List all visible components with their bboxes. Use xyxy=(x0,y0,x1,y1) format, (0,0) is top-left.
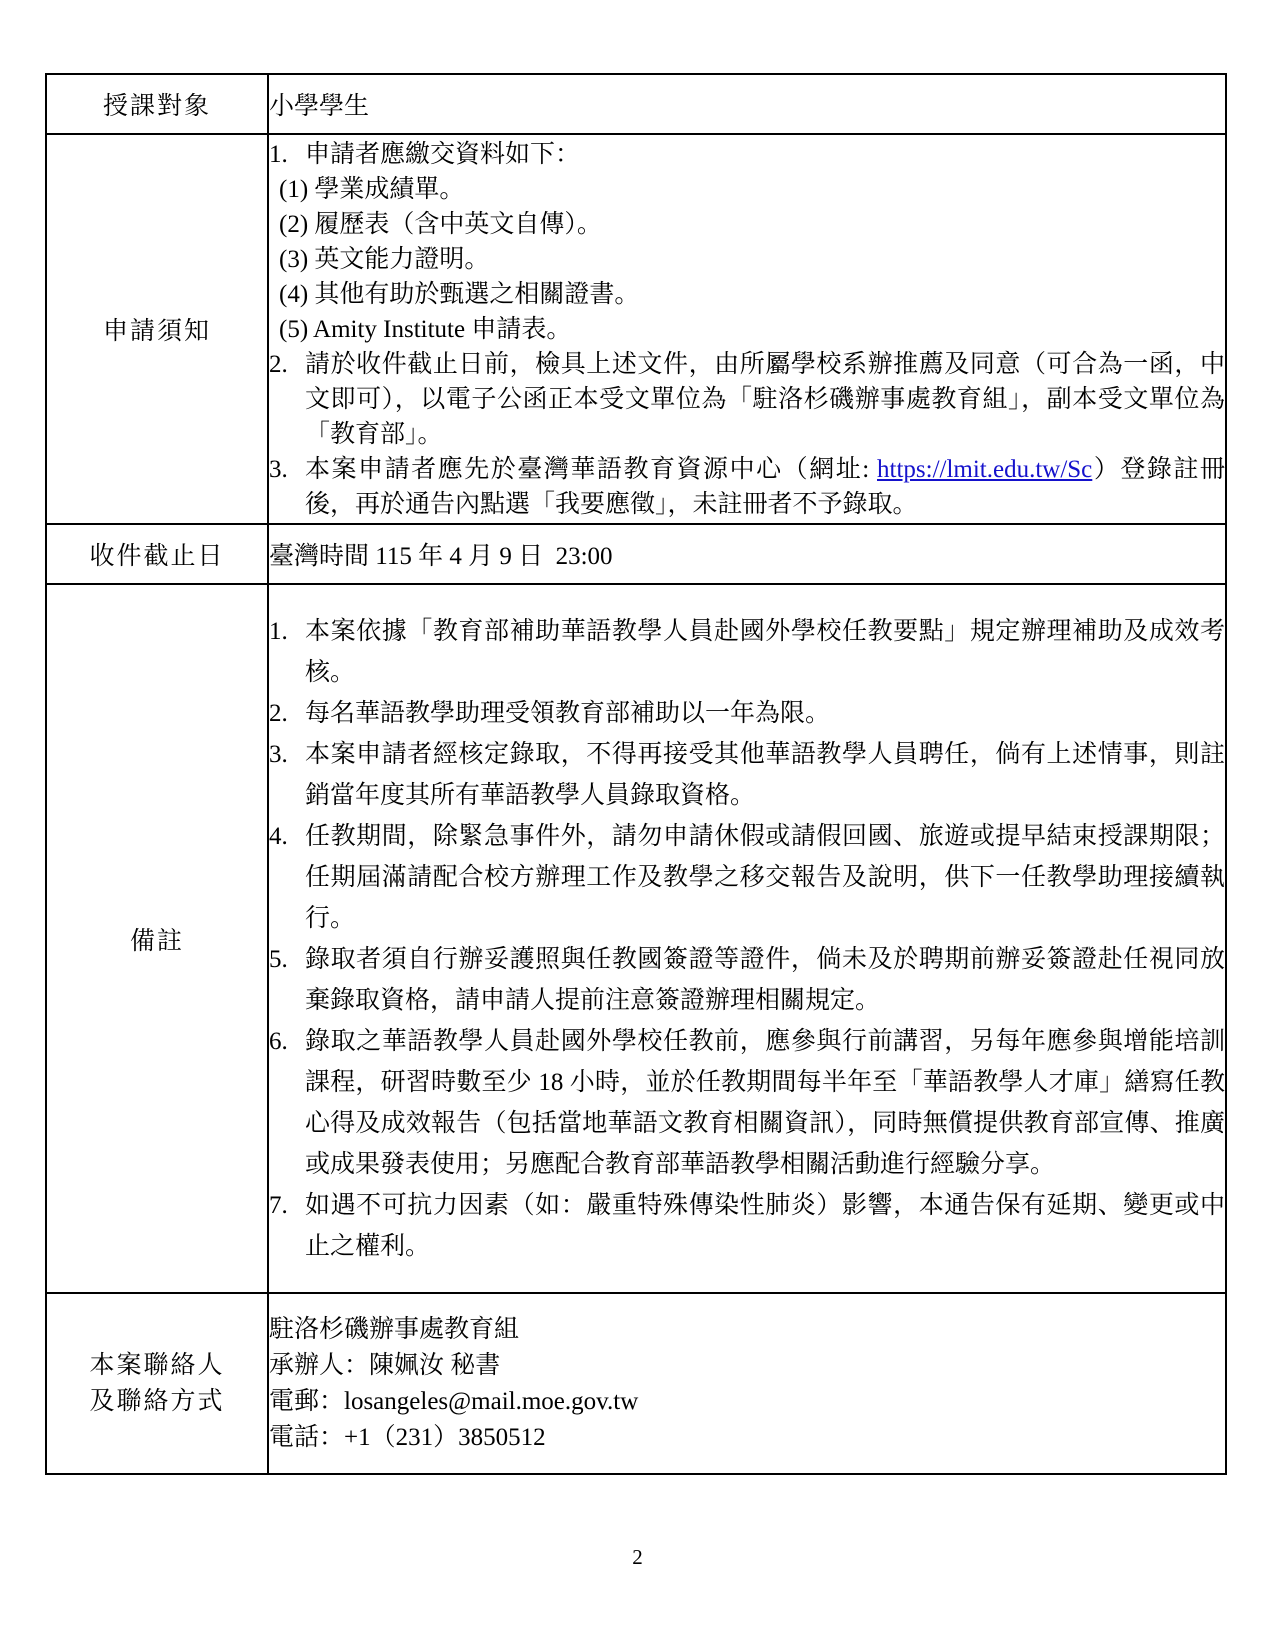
list-item xyxy=(269,347,1225,452)
list-item-number: 6. xyxy=(269,1027,288,1055)
info-table xyxy=(45,73,1227,1475)
contact-org: 駐洛杉磯辦事處教育組 xyxy=(269,1315,520,1343)
list-item-text: 如遇不可抗力因素（如：嚴重特殊傳染性肺炎）影響，本通告保有延期、變更或中止之權利。 xyxy=(305,1191,1225,1260)
row-label-contact xyxy=(46,1293,268,1474)
list-item-text: 本案申請者經核定錄取，不得再接受其他華語教學人員聘任，倘有上述情事，則註銷當年度其所有華語教學人員錄取資格。 xyxy=(305,740,1225,809)
list-subitem: (1) 學業成績單。 xyxy=(279,175,465,203)
list-item-number: 7. xyxy=(269,1191,288,1219)
contact-label-line1: 本案聯絡人 xyxy=(89,1351,225,1379)
list-subitem: (4) 其他有助於甄選之相關證書。 xyxy=(279,280,640,308)
list-subitem: (2) 履歷表（含中英文自傳）。 xyxy=(279,210,602,238)
list-item-number: 4. xyxy=(269,822,288,850)
registration-link[interactable]: https://lmit.edu.tw/Sc xyxy=(877,455,1093,483)
list-item-text: 錄取之華語教學人員赴國外學校任教前，應參與行前講習，另每年應參與增能培訓課程，研習時數至少 18 小時，並於任教期間每半年至「華語教學人才庫」繕寫任教心得及成效報告（包括當地華語文教育相關資訊），同時無償提供教育部宣傳、推廣或成果發表使用；另應配合教育部華語教學相關活動進行經驗分享。 xyxy=(305,1027,1225,1178)
list-item-text: 每名華語教學助理受領教育部補助以一年為限。 xyxy=(305,699,831,727)
list-subitem: (3) 英文能力證明。 xyxy=(279,245,490,273)
table-row xyxy=(46,74,1226,134)
contact-label-line2: 及聯絡方式 xyxy=(89,1387,225,1415)
list-subitem: (5) Amity Institute 申請表。 xyxy=(279,315,572,343)
list-item-text: 任教期間，除緊急事件外，請勿申請休假或請假回國、旅遊或提早結束授課期限；任期屆滿請配合校方辦理工作及教學之移交報告及說明，供下一任教學助理接續執行。 xyxy=(305,822,1225,932)
list-item xyxy=(269,1021,1225,1185)
list-item xyxy=(269,816,1225,939)
list-item-number: 5. xyxy=(269,945,288,973)
table-row xyxy=(46,524,1226,584)
list-item xyxy=(269,734,1225,816)
row-value-notes xyxy=(268,134,1226,524)
list-item-number: 3. xyxy=(269,740,288,768)
list-item xyxy=(269,137,1225,172)
contact-email: 電郵：losangeles@mail.moe.gov.tw xyxy=(269,1387,639,1415)
row-label-deadline: 收件截止日 xyxy=(46,524,268,584)
list-item-text: 請於收件截止日前，檢具上述文件，由所屬學校系辦推薦及同意（可合為一函，中文即可），以電子公函正本受文單位為「駐洛杉磯辦事處教育組」，副本受文單位為「教育部」。 xyxy=(305,350,1225,448)
row-value-remarks xyxy=(268,584,1226,1293)
list-item xyxy=(269,611,1225,693)
contact-person: 承辦人：陳姵汝 秘書 xyxy=(269,1351,501,1379)
list-item-text: 本案依據「教育部補助華語教學人員赴國外學校任教要點」規定辦理補助及成效考核。 xyxy=(305,617,1225,686)
list-item-text: 申請者應繳交資料如下： xyxy=(305,140,581,168)
table-row xyxy=(46,134,1226,524)
list-item-text-before-link: 本案申請者應先於臺灣華語教育資源中心（網址: xyxy=(305,455,877,483)
table-row xyxy=(46,1293,1226,1474)
list-item-text-after-link: ）登錄註冊後，再於通告內點選「我要應徵」，未註冊者不予錄取。 xyxy=(305,455,1225,518)
list-item-number: 1. xyxy=(269,140,288,168)
list-item xyxy=(269,939,1225,1021)
list-item xyxy=(269,693,1225,734)
page-number: 2 xyxy=(632,1545,643,1569)
list-item-text: 錄取者須自行辦妥護照與任教國簽證等證件，倘未及於聘期前辦妥簽證赴任視同放棄錄取資格，請申請人提前注意簽證辦理相關規定。 xyxy=(305,945,1225,1014)
row-label-target: 授課對象 xyxy=(46,74,268,134)
row-label-notes: 申請須知 xyxy=(46,134,268,524)
list-item xyxy=(269,1185,1225,1267)
row-value-target: 小學學生 xyxy=(268,74,1226,134)
table-row xyxy=(46,584,1226,1293)
list-item-number: 1. xyxy=(269,617,288,645)
list-item xyxy=(269,452,1225,522)
list-item-number: 3. xyxy=(269,455,288,483)
row-value-contact xyxy=(268,1293,1226,1474)
contact-phone: 電話：+1（231）3850512 xyxy=(269,1423,546,1451)
list-item-number: 2. xyxy=(269,699,288,727)
row-value-deadline: 臺灣時間 115 年 4 月 9 日 23:00 xyxy=(268,524,1226,584)
list-item-text xyxy=(305,452,1225,522)
list-item-number: 2. xyxy=(269,350,288,378)
row-label-remarks: 備註 xyxy=(46,584,268,1293)
